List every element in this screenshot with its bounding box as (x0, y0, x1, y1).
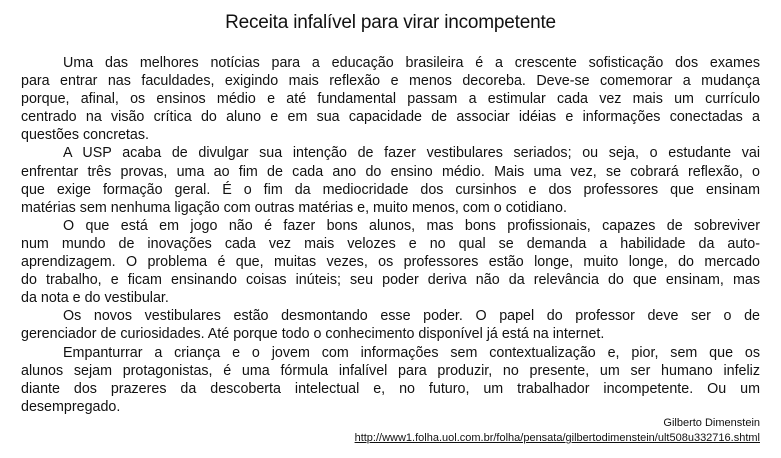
text-line: desempregado. (21, 398, 121, 415)
text-line: Empanturrar a criança e o jovem com informações sem contextualização e, pior, sem que os (63, 344, 760, 361)
source-link[interactable]: http://www1.folha.uol.com.br/folha/pensata/gilbertodimenstein/ult508u332716.shtml (354, 432, 760, 444)
text-line: O que está em jogo não é fazer bons alunos, mas bons profissionais, capazes de sobreviver (63, 217, 760, 234)
author-name: Gilberto Dimenstein (663, 417, 760, 429)
text-line: diante dos prazeres da descoberta intelectual e, no futuro, um trabalhador incompetente. Ou um (21, 380, 760, 397)
text-line: enfrentar três provas, uma ao fim de cada ano do ensino médio. Mais uma vez, se cobrará reflexão, o (21, 163, 760, 180)
text-line: matérias sem nenhuma ligação com outras matérias e, muito menos, com o cotidiano. (21, 199, 567, 216)
paragraph (21, 307, 760, 343)
paragraph (21, 144, 760, 216)
text-line: gerenciador de curiosidades. Até porque todo o conhecimento disponível já está na internet. (21, 326, 605, 343)
text-line: porque, afinal, os ensinos médio e até fundamental passam a estimular cada vez mais um currículo (21, 91, 760, 108)
text-line: centrado na visão crítica do aluno e em sua capacidade de associar idéias e informações conectadas a (21, 109, 760, 126)
text-line: questões concretas. (21, 127, 149, 144)
text-line: Os novos vestibulares estão desmontando esse poder. O papel do professor deve ser o de (63, 308, 760, 325)
article-body (21, 54, 760, 416)
text-line: que exige formação geral. É o fim da mediocridade dos cursinhos e dos professores que ensinam (21, 181, 760, 198)
article-title: Receita infalível para virar incompetente (225, 12, 556, 33)
text-line: Uma das melhores notícias para a educação brasileira é a crescente sofisticação dos exames (63, 55, 760, 71)
paragraph (21, 54, 760, 144)
text-line: para entrar nas faculdades, exigindo mais reflexão e menos decoreba. Deve-se comemorar a mudança (21, 73, 760, 90)
text-line: alunos sejam protagonistas, é uma fórmula infalível para produzir, no presente, um ser humano infeliz (21, 362, 760, 379)
text-line: aprendizagem. O problema é que, muitas vezes, os professores estão longe, muito longe, do mercado (21, 254, 760, 271)
text-line: num mundo de inovações cada vez mais velozes e no qual se demanda a habilidade da auto- (21, 235, 760, 252)
paragraph (21, 217, 760, 307)
paragraph (21, 344, 760, 416)
text-line: A USP acaba de divulgar sua intenção de fazer vestibulares seriados; ou seja, o estudante vai (63, 145, 760, 162)
text-line: do trabalho, e ficam ensinando coisas inúteis; seu poder deriva não da relevância do que ensinam, mas (21, 272, 760, 289)
text-line: da nota e do vestibular. (21, 290, 169, 307)
